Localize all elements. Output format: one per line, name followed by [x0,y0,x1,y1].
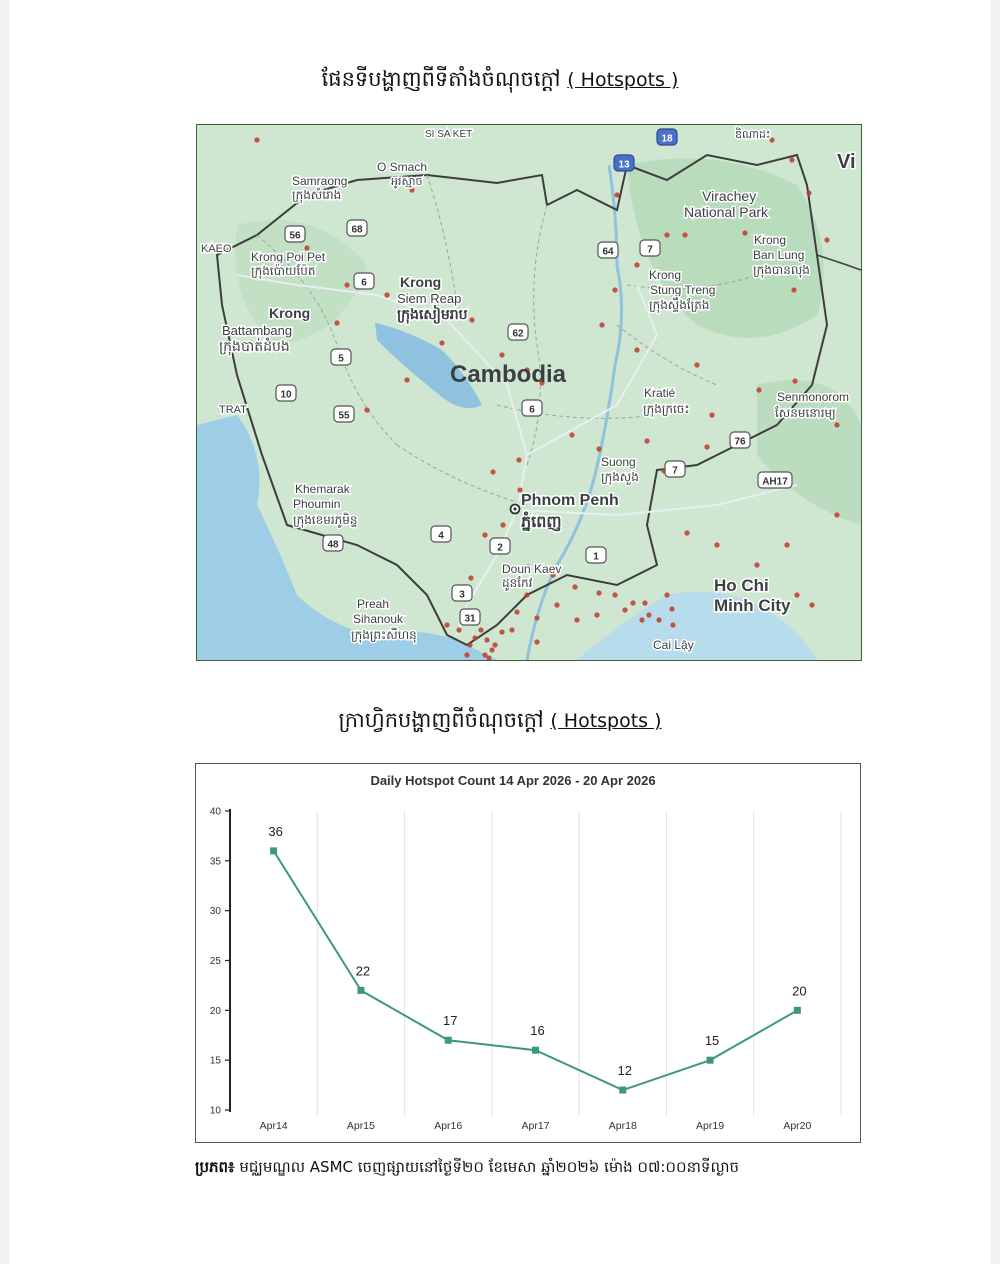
hotspot-dot [704,444,709,449]
hotspot-dot [482,532,487,537]
road-shield-label: 6 [361,277,367,289]
hotspot-dot [516,457,521,462]
hotspot-dot [792,378,797,383]
place-label-hcmc-2: Minh City [714,596,791,615]
place-label-battambang-1: Krong [269,305,311,321]
hotspot-dot [344,282,349,287]
hotspot-dot [509,627,514,632]
y-tick-label: 10 [209,1105,221,1117]
road-shield-label: 4 [438,530,444,542]
hotspot-dot [439,340,444,345]
hotspot-dot [639,617,644,622]
hotspot-dot [490,469,495,474]
place-label-preah-2: Sihanouk [353,612,404,626]
chart-heading-km: ក្រាហ្វិកបង្ហាញពីចំណុចក្តៅ [338,708,544,732]
x-tick-label: Apr17 [521,1120,550,1132]
data-label: 17 [442,1013,458,1029]
hotspot-dot [534,639,539,644]
road-shield-label: 62 [512,328,524,340]
data-point [707,1057,714,1064]
x-axis [260,1120,812,1132]
place-label-battambang-km: ក្រុងបាត់ដំបង [219,338,290,354]
hotspot-dot [444,622,449,627]
road-shield-label: AH17 [762,476,788,488]
hotspot-dot [791,287,796,292]
y-tick-label: 25 [209,956,221,967]
source-label: ប្រភព៖ [195,1158,235,1176]
hotspot-dot [789,157,794,162]
place-label-senmonorom: Senmonorom [777,390,850,404]
hotspot-dot [630,600,635,605]
hotspot-dot [794,592,799,597]
data-labels [268,824,806,1078]
hotspot-dot [669,606,674,611]
hotspot-dot [467,642,472,647]
hotspot-dot [456,627,461,632]
road-shield-label: 6 [529,404,535,416]
data-label: 15 [704,1033,720,1049]
data-label: 36 [268,823,283,839]
x-tick-label: Apr15 [346,1120,375,1132]
road-shield-label: 2 [497,542,503,554]
hotspot-dot [492,642,497,647]
place-label-siem-reap-2: Siem Reap [397,291,462,306]
hotspot-dot [784,542,789,547]
hotspot-dot [472,635,477,640]
place-label-hcmc-1: Ho Chi [714,576,769,595]
hotspot-dot [634,347,639,352]
place-label-senmonorom-km: សែនមនោរម្យ [775,406,836,420]
place-label-phnom-penh-km: ភ្នំពេញ [521,514,562,531]
place-label-poi-pet: Krong Poi Pet [251,250,326,264]
hotspot-map [196,124,862,661]
hotspot-dot [622,607,627,612]
hotspot-dot [656,617,661,622]
y-axis [210,807,230,1117]
place-label-virachey-1: Virachey [702,188,757,204]
x-tick-label: Apr16 [434,1120,463,1132]
place-label-preah-km: ក្រុងព្រះសីហនុ [351,628,417,642]
hotspot-dot [642,600,647,605]
hotspot-dot [596,590,601,595]
hotspot-dot [664,592,669,597]
place-label-o-smach-km: អូរស្មាច [391,176,423,188]
hotspot-dot [464,652,469,657]
place-label-doun-kaev: Doun Kaev [502,562,562,576]
hotspot-dot [478,627,483,632]
chart-heading [0,707,1000,738]
source-note [195,1158,895,1180]
chart-heading-en: ( Hotspots ) [550,710,662,732]
place-label-kratie: Kratié [644,386,676,400]
data-point [532,1047,539,1054]
hotspot-dot [694,362,699,367]
place-label-siem-reap-km: ក្រុងសៀមរាប [397,306,468,322]
phnom-penh-marker-dot [513,507,516,510]
road-shield-label: 3 [459,589,465,601]
hotspot-dot [614,192,619,197]
place-label-vi: Vi [837,151,856,173]
hotspot-dot [468,575,473,580]
x-tick-label: Apr18 [608,1120,637,1132]
place-label-kaeo: KAEO [201,243,232,255]
data-label: 22 [355,963,371,979]
hotspot-dot [612,592,617,597]
road-shield-label: 5 [338,353,344,365]
data-label: 16 [530,1023,545,1039]
place-label-samraong: Samraong [292,174,348,188]
road-shield-label: 68 [351,224,363,236]
hotspot-dot [644,438,649,443]
y-tick-label: 30 [209,906,221,918]
place-label-preah-1: Preah [357,597,390,611]
data-point [619,1087,626,1094]
hotspot-dot [709,412,714,417]
data-point [794,1007,801,1014]
hotspot-dot [834,422,839,427]
hotspot-dot [714,542,719,547]
hotspot-chart [195,763,861,1143]
y-tick-label: 15 [209,1055,221,1067]
hotspot-dot [554,602,559,607]
map-canvas [197,125,861,660]
hotspot-dot [824,237,829,242]
place-label-stung-treng-2: Stung Treng [650,283,716,297]
place-label-trat: TRAT [219,404,247,416]
place-label-poi-pet-km: ក្រុងប៉ោយប៉ែត [251,264,316,278]
hotspot-dot [499,629,504,634]
place-label-suong-km: ក្រុងសួង [601,470,639,484]
road-shield-label: 10 [280,389,292,401]
map-heading [0,66,1000,97]
hotspot-dot [499,352,504,357]
data-point [270,847,277,854]
place-label-top-right: ឌិណាដះ [735,129,771,141]
hotspot-dot [489,647,494,652]
hotspot-dot [682,232,687,237]
place-label-battambang-2: Battambang [222,323,293,338]
place-label-phnom-penh: Phnom Penh [521,492,619,509]
place-label-khemarak-1: Khemarak [295,482,350,496]
place-label-khemarak-2: Phoumin [293,497,341,511]
hotspot-dot [756,387,761,392]
series-line [274,851,798,1090]
hotspot-dot [484,637,489,642]
hotspot-dot [664,232,669,237]
hotspot-dot [404,377,409,382]
chart-canvas [196,764,860,1142]
place-label-virachey-2: National Park [684,204,769,220]
hotspot-dot [409,187,414,192]
hotspot-dot [574,617,579,622]
place-label-kratie-km: ក្រុងក្រចេះ [643,402,690,416]
map-heading-en: ( Hotspots ) [567,69,679,91]
hotspot-dot [806,190,811,195]
place-label-siem-reap-1: Krong [400,274,442,290]
road-shield-label: 55 [338,410,350,422]
series-points [270,847,801,1093]
place-label-si-sa-ket: SI SA KET [425,129,473,140]
road-shield-label: 56 [289,230,301,242]
place-label-ban-lung-km: ក្រុងបានលុង [753,263,810,277]
hotspot-dot [809,602,814,607]
x-tick-label: Apr19 [696,1120,725,1132]
y-tick-label: 35 [209,856,221,868]
road-shield-label: 64 [602,246,614,258]
road-shield-label: 7 [672,465,678,477]
place-label-samraong-km: ក្រុងសំរោង [292,188,342,202]
data-label: 20 [792,983,807,999]
place-label-khemarak-km: ក្រុងខេមរភូមិន្ទ [293,513,358,527]
hotspot-dot [569,432,574,437]
hotspot-dot [646,612,651,617]
hotspot-dot [670,622,675,627]
hotspot-dot [384,292,389,297]
road-shield-label: 48 [327,539,339,551]
x-tick-label: Apr20 [783,1120,812,1132]
road-shield-label: 18 [661,133,673,145]
x-tick-label: Apr14 [259,1120,288,1132]
hotspot-dot [469,317,474,322]
road-shield-label: 1 [593,551,599,563]
hotspot-dot [364,407,369,412]
place-label-ban-lung-2: Ban Lung [753,248,805,262]
road-shield-label: 13 [618,159,630,171]
hotspot-dot [572,584,577,589]
hotspot-dot [599,322,604,327]
hotspot-dot [634,262,639,267]
y-tick-label: 40 [209,806,221,818]
hotspot-dot [612,287,617,292]
road-shield-label: 7 [647,244,653,256]
hotspot-dot [742,230,747,235]
map-heading-km: ផែនទីបង្ហាញពីទីតាំងចំណុចក្តៅ [321,67,561,91]
hotspot-dot [254,137,259,142]
place-label-stung-treng-km: ក្រុងស្ទឹងត្រែង [649,298,710,312]
country-label: Cambodia [450,361,567,388]
data-point [357,987,364,994]
hotspot-dot [754,562,759,567]
data-label: 12 [617,1063,633,1079]
hotspot-dot [684,530,689,535]
hotspot-dot [514,609,519,614]
hotspot-dot [524,592,529,597]
place-label-cai-lay: Cai Lậy [653,638,694,652]
place-label-suong: Suong [601,455,636,469]
hotspot-dot [594,612,599,617]
chart-title: Daily Hotspot Count 14 Apr 2026 - 20 Apr 2026 [370,773,656,788]
hotspot-dot [596,446,601,451]
source-text: មជ្ឈមណ្ឌល ASMC ចេញផ្សាយនៅថ្ងៃទី២០ ខែមេសា ឆ្នាំ២០២៦ ម៉ោង ០៧:០០នាទីល្ងាច [234,1158,740,1176]
data-point [445,1037,452,1044]
place-label-stung-treng-1: Krong [649,268,682,282]
road-shield-label: 31 [464,613,476,625]
hotspot-dot [834,512,839,517]
place-label-doun-kaev-km: ដូនកែវ [502,576,533,590]
hotspot-dot [500,522,505,527]
road-shield-label: 76 [734,436,746,448]
place-label-ban-lung-1: Krong [754,233,787,247]
hotspot-dot [534,615,539,620]
hotspot-dot [334,320,339,325]
place-label-o-smach: O Smach [377,160,428,174]
y-tick-label: 20 [209,1005,221,1017]
